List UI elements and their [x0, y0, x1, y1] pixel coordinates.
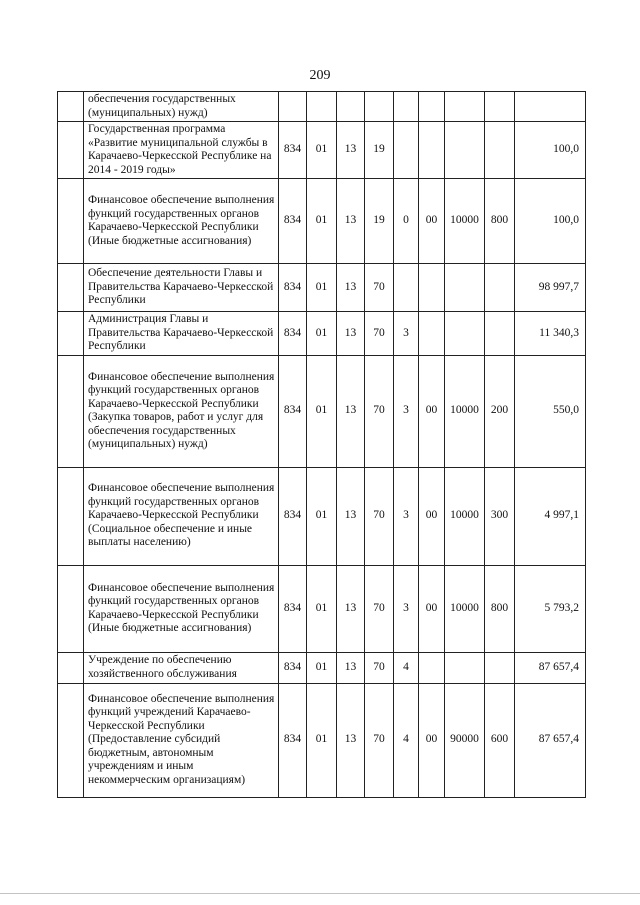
expense-type-cell: 200: [485, 355, 515, 467]
item-name-cell: Финансовое обеспечение выполнения функций государственных органов Карачаево-Черкесской Республики (Иные бюджетные ассигнования): [84, 179, 279, 264]
table-row: [58, 565, 586, 652]
table-row: [58, 652, 586, 683]
subprogram-code-cell: 4: [394, 683, 419, 797]
table-row: [58, 467, 586, 565]
program-code-cell: 70: [365, 565, 394, 652]
measure-code-cell: [419, 122, 445, 179]
amount-cell: 4 997,1: [515, 467, 586, 565]
item-name-cell: обеспечения государственных (муниципальных) нужд): [84, 92, 279, 122]
row-number-cell: [58, 264, 84, 312]
item-name-cell: Администрация Главы и Правительства Карачаево-Черкесской Республики: [84, 312, 279, 356]
program-code-cell: 19: [365, 122, 394, 179]
program-code-cell: 70: [365, 683, 394, 797]
subsection-code-cell: [337, 92, 365, 122]
measure-code-cell: 00: [419, 179, 445, 264]
item-name-cell: Учреждение по обеспечению хозяйственного обслуживания: [84, 652, 279, 683]
expense-type-cell: 300: [485, 467, 515, 565]
section-code-cell: 01: [307, 355, 337, 467]
row-number-cell: [58, 565, 84, 652]
amount-cell: 100,0: [515, 179, 586, 264]
subprogram-code-cell: 3: [394, 565, 419, 652]
section-code-cell: 01: [307, 565, 337, 652]
row-number-cell: [58, 355, 84, 467]
subprogram-code-cell: 3: [394, 355, 419, 467]
direction-code-cell: 10000: [445, 355, 485, 467]
direction-code-cell: [445, 652, 485, 683]
direction-code-cell: 90000: [445, 683, 485, 797]
direction-code-cell: 10000: [445, 179, 485, 264]
subsection-code-cell: 13: [337, 264, 365, 312]
row-number-cell: [58, 683, 84, 797]
expense-type-cell: [485, 652, 515, 683]
program-code-cell: 70: [365, 355, 394, 467]
item-name-cell: Государственная программа «Развитие муниципальной службы в Карачаево-Черкесской Республике на 2014 - 2019 годы»: [84, 122, 279, 179]
subsection-code-cell: 13: [337, 683, 365, 797]
table-row: [58, 179, 586, 264]
amount-cell: 100,0: [515, 122, 586, 179]
section-code-cell: 01: [307, 122, 337, 179]
amount-cell: 98 997,7: [515, 264, 586, 312]
expense-type-cell: [485, 122, 515, 179]
table-row: [58, 683, 586, 797]
amount-cell: 87 657,4: [515, 652, 586, 683]
item-name-cell: Финансовое обеспечение выполнения функций государственных органов Карачаево-Черкесской Республики (Социальное обеспечение и иные выплаты населению): [84, 467, 279, 565]
section-code-cell: 01: [307, 264, 337, 312]
row-number-cell: [58, 122, 84, 179]
subprogram-code-cell: 0: [394, 179, 419, 264]
ministry-code-cell: 834: [279, 179, 307, 264]
item-name-cell: Финансовое обеспечение выполнения функций государственных органов Карачаево-Черкесской Республики (Иные бюджетные ассигнования): [84, 565, 279, 652]
measure-code-cell: 00: [419, 355, 445, 467]
ministry-code-cell: 834: [279, 565, 307, 652]
ministry-code-cell: 834: [279, 652, 307, 683]
section-code-cell: 01: [307, 652, 337, 683]
expense-type-cell: 600: [485, 683, 515, 797]
subsection-code-cell: 13: [337, 652, 365, 683]
table-row: [58, 264, 586, 312]
row-number-cell: [58, 652, 84, 683]
expense-type-cell: [485, 264, 515, 312]
amount-cell: 550,0: [515, 355, 586, 467]
direction-code-cell: [445, 264, 485, 312]
direction-code-cell: 10000: [445, 467, 485, 565]
row-number-cell: [58, 467, 84, 565]
section-code-cell: [307, 92, 337, 122]
subprogram-code-cell: [394, 92, 419, 122]
row-number-cell: [58, 92, 84, 122]
ministry-code-cell: 834: [279, 467, 307, 565]
section-code-cell: 01: [307, 467, 337, 565]
subprogram-code-cell: 3: [394, 312, 419, 356]
amount-cell: 87 657,4: [515, 683, 586, 797]
measure-code-cell: [419, 312, 445, 356]
program-code-cell: 70: [365, 652, 394, 683]
table-row: [58, 312, 586, 356]
measure-code-cell: 00: [419, 467, 445, 565]
ministry-code-cell: [279, 92, 307, 122]
direction-code-cell: [445, 312, 485, 356]
subsection-code-cell: 13: [337, 355, 365, 467]
direction-code-cell: [445, 92, 485, 122]
subsection-code-cell: 13: [337, 467, 365, 565]
budget-table: [57, 91, 586, 798]
table-row: [58, 92, 586, 122]
measure-code-cell: 00: [419, 683, 445, 797]
subsection-code-cell: 13: [337, 312, 365, 356]
row-number-cell: [58, 312, 84, 356]
subprogram-code-cell: 3: [394, 467, 419, 565]
expense-type-cell: 800: [485, 565, 515, 652]
program-code-cell: 70: [365, 264, 394, 312]
ministry-code-cell: 834: [279, 683, 307, 797]
item-name-cell: Финансовое обеспечение выполнения функций учреждений Карачаево-Черкесской Республики (Предоставление субсидий бюджетным, автономным учреждениям и иным некоммерческим организациям): [84, 683, 279, 797]
program-code-cell: [365, 92, 394, 122]
table-row: [58, 355, 586, 467]
program-code-cell: 70: [365, 312, 394, 356]
ministry-code-cell: 834: [279, 122, 307, 179]
measure-code-cell: 00: [419, 565, 445, 652]
section-code-cell: 01: [307, 312, 337, 356]
item-name-cell: Обеспечение деятельности Главы и Правительства Карачаево-Черкесской Республики: [84, 264, 279, 312]
amount-cell: 5 793,2: [515, 565, 586, 652]
subprogram-code-cell: 4: [394, 652, 419, 683]
ministry-code-cell: 834: [279, 312, 307, 356]
ministry-code-cell: 834: [279, 264, 307, 312]
expense-type-cell: [485, 312, 515, 356]
scan-artifact-line: [0, 893, 640, 894]
subsection-code-cell: 13: [337, 122, 365, 179]
subsection-code-cell: 13: [337, 179, 365, 264]
section-code-cell: 01: [307, 683, 337, 797]
expense-type-cell: 800: [485, 179, 515, 264]
amount-cell: [515, 92, 586, 122]
program-code-cell: 70: [365, 467, 394, 565]
expense-type-cell: [485, 92, 515, 122]
row-number-cell: [58, 179, 84, 264]
section-code-cell: 01: [307, 179, 337, 264]
amount-cell: 11 340,3: [515, 312, 586, 356]
measure-code-cell: [419, 264, 445, 312]
direction-code-cell: [445, 122, 485, 179]
direction-code-cell: 10000: [445, 565, 485, 652]
measure-code-cell: [419, 652, 445, 683]
subsection-code-cell: 13: [337, 565, 365, 652]
subprogram-code-cell: [394, 122, 419, 179]
page-number: 209: [309, 68, 331, 83]
subprogram-code-cell: [394, 264, 419, 312]
program-code-cell: 19: [365, 179, 394, 264]
item-name-cell: Финансовое обеспечение выполнения функций государственных органов Карачаево-Черкесской Республики (Закупка товаров, работ и услуг для обеспечения государственных (муниципальных) нужд): [84, 355, 279, 467]
measure-code-cell: [419, 92, 445, 122]
table-row: [58, 122, 586, 179]
ministry-code-cell: 834: [279, 355, 307, 467]
